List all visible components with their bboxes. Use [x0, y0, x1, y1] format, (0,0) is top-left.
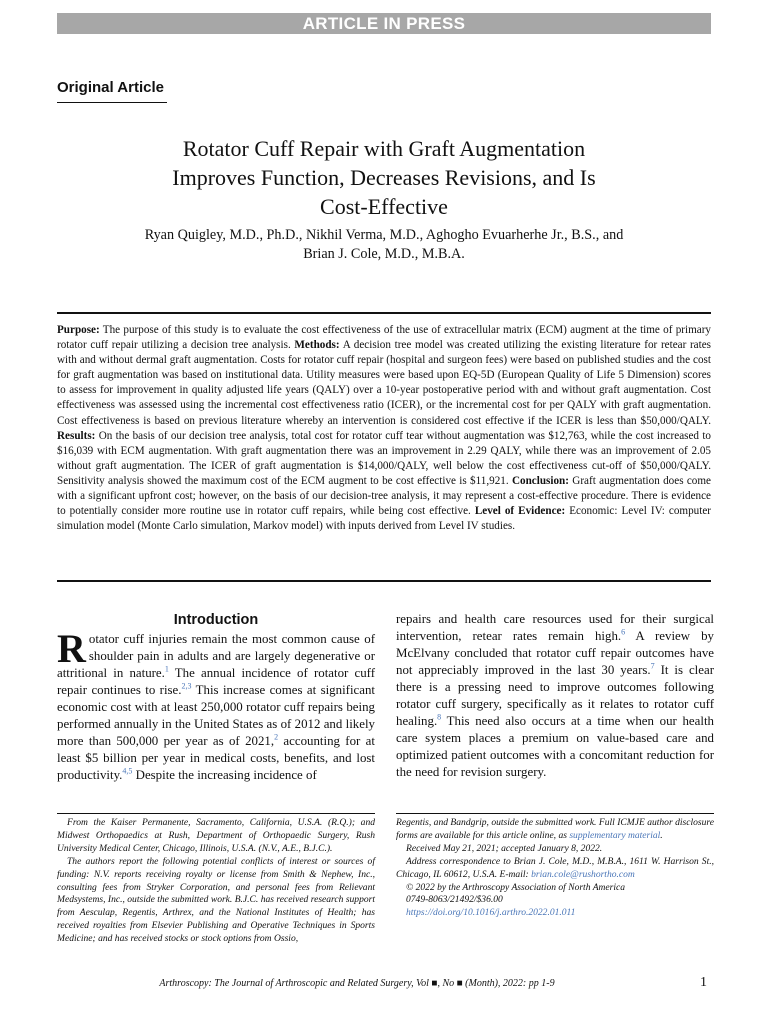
intro-text: This need also occurs at a time when our health care system places a premium on value-based care and optimized patient outcomes with a concomitant reduction for the need for revision surgery. [396, 714, 714, 780]
address-text: Address correspondence to Brian J. Cole, M.D., M.B.A., 1611 W. Harrison St., Chicago, IL 60612, U.S.A. E-mail: [396, 855, 714, 880]
article-in-press-banner: ARTICLE IN PRESS [57, 13, 711, 34]
author-list [70, 226, 698, 263]
drop-cap: R [57, 626, 86, 671]
intro-text: Despite the increasing incidence of [132, 768, 317, 783]
abstract-top-rule [57, 312, 711, 314]
affiliation-note: From the Kaiser Permanente, Sacramento, California, U.S.A. (R.Q.); and Midwest Orthopaedics at Rush, Department of Orthopaedic Surgery, Rush University Medical Center, Chicago, Illinois, U.S.A. (N.V., A.E., B.J.C.). [57, 817, 375, 854]
citation-link[interactable]: 6 [621, 627, 626, 637]
title-line: Rotator Cuff Repair with Graft Augmentation [182, 136, 586, 161]
supplementary-material-link[interactable]: supplementary material [569, 829, 661, 841]
intro-text: This increase comes at significant economic cost with at least 250,000 rotator cuff repairs being performed annually in the United States as of 2012 and likely more than 500,000 per year as of 2021, [57, 683, 375, 749]
intro-text: repairs and health care resources used for their surgical intervention, retear rates remain high. [396, 612, 714, 644]
journal-footer: Arthroscopy: The Journal of Arthroscopic and Related Surgery, Vol ■, No ■ (Month), 2022: pp 1-9 [159, 978, 555, 989]
body-column-right [396, 611, 714, 781]
copyright-note: © 2022 by the Arthroscopy Association of North America [406, 881, 626, 893]
footnote-rule-left [57, 813, 375, 814]
results-text: On the basis of our decision tree analysis, total cost for rotator cuff tear without augmentation was $12,763, while the cost increased to $16,039 with ECM augmentation. With graft augmentation there was an improvement in 2.29 QALY, while there was an improvement of 2.05 without graft augmentation. The ICER of graft augmentation is $14,000/QALY, well below the cost effectiveness cut-off of $50,000/QALY. Sensitivity analysis showed the maximum cost of the ECM augment to be cost effective is $11,921. [57, 429, 711, 487]
conflicts-end: . [660, 829, 663, 841]
results-label: Results: [57, 429, 96, 442]
citation-link[interactable]: 2 [274, 732, 279, 742]
conflicts-note: The authors report the following potential conflicts of interest or sources of funding: N.V. reports receiving royalty or license from Smith & Nephew, Inc., consulting fees from Stryker Corporation, and personal fees from Relievant Medsystems, Inc., outside the submitted work. B.J.C. has received research support from Aesculap, Regentis, Arthrex, and the National Institutes of Health; has received royalties from Elsevier Publishing and Operative Techniques in Sports Medicine; and has received stocks or stock options from Ossio, [57, 855, 375, 945]
title-line: Cost-Effective [320, 194, 448, 219]
doi-link[interactable]: https://doi.org/10.1016/j.arthro.2022.01.011 [406, 907, 576, 919]
conclusion-text: Graft augmentation does come with a significant upfront cost; however, on the basis of our decision-tree analysis, it may represent a cost-effective procedure. There is evidence to potentially consider more routine use in rotator cuff repairs, while being cost effective. [57, 474, 711, 518]
page-number: 1 [700, 975, 707, 990]
conclusion-label: Conclusion: [511, 474, 569, 487]
intro-text: accounting for at least $5 billion per year in medical costs, benefits, and lost productivity. [57, 734, 375, 783]
footnotes-right [396, 817, 714, 920]
methods-label: Methods: [294, 339, 340, 352]
citation-link[interactable]: 7 [650, 661, 655, 671]
citation-link[interactable]: 1 [164, 664, 169, 674]
intro-paragraph [57, 626, 375, 784]
citation-link[interactable]: 4,5 [122, 767, 133, 777]
level-of-evidence-label: Level of Evidence: [474, 505, 566, 518]
intro-text: otator cuff injuries remain the most common cause of shoulder pain in adults and are largely degenerative or attritional in nature. [57, 632, 375, 681]
purpose-label: Purpose: [57, 324, 100, 336]
conflicts-note-continued [396, 817, 714, 843]
introduction-heading: Introduction [173, 612, 259, 628]
purpose-text: The purpose of this study is to evaluate the cost effectiveness of the use of extracellular matrix (ECM) augment at the time of primary rotator cuff repair utilizing a decision tree analysis. [57, 324, 711, 352]
abstract-bottom-rule [57, 580, 711, 582]
abstract [57, 323, 711, 534]
received-note: Received May 21, 2021; accepted January 8, 2022. [406, 842, 603, 854]
title-line: Improves Function, Decreases Revisions, and Is [172, 165, 596, 190]
author-line: Ryan Quigley, M.D., Ph.D., Nikhil Verma, M.D., Aghogho Evuarherhe Jr., B.S., and [144, 227, 624, 243]
level-of-evidence-text: Economic: Level IV: computer simulation model (Monte Carlo simulation, Markov model) with inputs derived from Level IV studies. [57, 505, 711, 533]
citation-link[interactable]: 8 [437, 712, 442, 722]
author-line: Brian J. Cole, M.D., M.B.A. [303, 245, 465, 262]
body-column-left [57, 611, 375, 784]
issn-note: 0749-8063/21492/$36.00 [406, 894, 503, 906]
intro-text: The annual incidence of rotator cuff repair continues to rise. [57, 666, 375, 698]
article-title [90, 134, 678, 221]
section-type-label: Original Article [57, 79, 167, 103]
methods-text: A decision tree model was created utilizing the existing literature for retear rates with and without dermal graft augmentation. Costs for rotator cuff repair (hospital and surgeon fees) were based on published studies and the cost for graft augmentation was based on institutional data. Utility measures were based upon EQ-5D (European Quality of Life 5 Dimension) scores to assess for improvement in quality adjusted life years (QALY) over a 10-year postoperative period with and without graft augmentation. Cost effectiveness was assessed using the incremental cost effectiveness ratio (ICER), or the incremental cost for per QALY with graft augmentation. Cost effectiveness is based on previous literature whereby an intervention is considered cost effective if the ICER is less than $50,000/QALY. [57, 339, 712, 427]
intro-paragraph-continued [396, 611, 714, 781]
email-link[interactable]: brian.cole@rushortho.com [531, 868, 635, 880]
citation-link[interactable]: 2,3 [181, 681, 192, 691]
footnotes-left [57, 817, 375, 946]
intro-text: It is clear there is a pressing need to improve outcomes following rotator cuff surgery, specifically as it relates to rotator cuff healing. [396, 663, 714, 729]
conflicts-text: Regentis, and Bandgrip, outside the submitted work. Full ICMJE author disclosure forms are available for this article online, as [396, 817, 714, 841]
intro-text: A review by McElvany concluded that rotator cuff repair outcomes have not appreciably improved in the last 30 years. [396, 629, 714, 678]
footnote-rule-right [396, 813, 714, 814]
correspondence-note [396, 856, 714, 882]
